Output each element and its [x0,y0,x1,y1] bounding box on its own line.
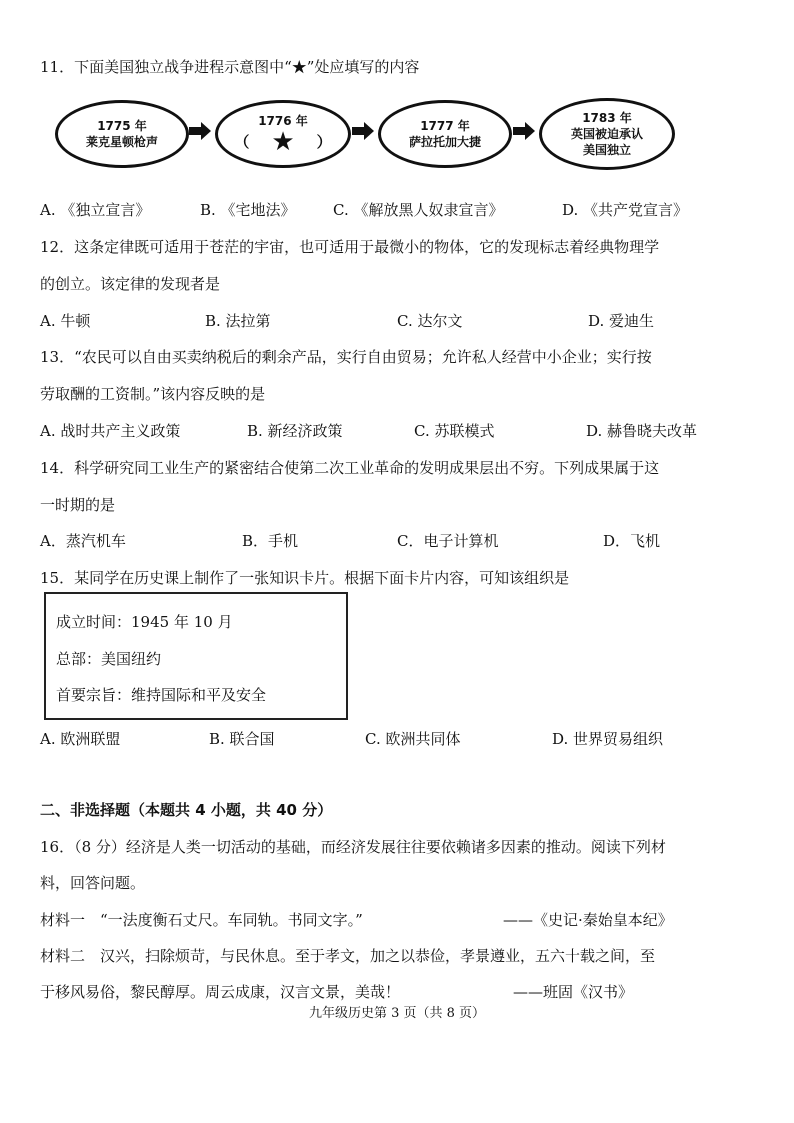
flow-event: 莱克星顿枪声 [85,135,158,149]
card-headquarters: 总部：美国纽约 [56,650,162,668]
card-founded: 成立时间：1945 年 10 月 [56,613,233,631]
q11-option-a: A. 《独立宣言》 [40,201,151,219]
q12-option-a: A. 牛顿 [40,312,91,330]
q12-option-c: C. 达尔文 [397,312,463,330]
star-icon: ★ [271,127,295,157]
flow-node-1783 [539,98,675,170]
q15-option-a: A. 欧洲联盟 [40,730,121,748]
flow-year: 1776 年 [258,114,308,128]
material-2-source: ——班固《汉书》 [513,983,634,1001]
flow-event: 萨拉托加大捷 [408,135,481,149]
q15-option-c: C. 欧洲共同体 [365,730,461,748]
q16-stem: 16．（8 分）经济是人类一切活动的基础，而经济发展往往要依赖诸多因素的推动。阅读下列材 [40,838,666,856]
q13-option-c: C. 苏联模式 [414,422,495,440]
q14-stem: 14．科学研究同工业生产的紧密结合使第二次工业革命的发明成果层出不穷。下列成果属于这 [40,459,660,477]
q12-stem-cont: 的创立。该定律的发现者是 [40,275,221,293]
material-1-source: ——《史记·秦始皇本纪》 [503,911,673,929]
q13-stem-cont: 劳取酬的工资制。”该内容反映的是 [40,385,266,403]
q16-stem-cont: 料，回答问题。 [40,874,146,892]
q15-stem: 15．某同学在历史课上制作了一张知识卡片。根据下面卡片内容，可知该组织是 [40,569,570,587]
q11-option-c: C. 《解放黑人奴隶宣言》 [333,201,504,219]
q13-option-a: A. 战时共产主义政策 [40,422,181,440]
q14-stem-cont: 一时期的是 [40,496,116,514]
page-footer: 九年级历史第 3 页（共 8 页） [308,1006,486,1021]
q15-option-b: B. 联合国 [209,730,275,748]
flow-year: 1783 年 [582,111,632,125]
flow-node-1777 [378,100,512,168]
flow-diagram [55,100,745,172]
bracket-left: （ [234,133,250,151]
q11-option-d: D. 《共产党宣言》 [562,201,689,219]
q12-option-b: B. 法拉第 [205,312,271,330]
q14-option-b: B．手机 [242,532,299,550]
arrow-right-icon [189,122,211,140]
q14-option-d: D．飞机 [603,532,661,550]
arrow-right-icon [513,122,535,140]
flow-event: 美国独立 [582,143,631,157]
flow-node-1776 [215,100,351,168]
material-2: 材料二 汉兴，扫除烦苛，与民休息。至于孝文，加之以恭俭，孝景遵业，五六十载之间，至 [40,947,656,965]
q12-option-d: D. 爱迪生 [588,312,655,330]
q12-stem: 12．这条定律既可适用于苍茫的宇宙，也可适用于最微小的物体，它的发现标志着经典物理学 [40,238,660,256]
flow-year: 1775 年 [97,119,147,133]
q14-option-a: A．蒸汽机车 [40,532,126,550]
q11-stem: 11．下面美国独立战争进程示意图中“★”处应填写的内容 [40,58,420,76]
q13-option-d: D. 赫鲁晓夫改革 [586,422,698,440]
q13-option-b: B. 新经济政策 [247,422,343,440]
arrow-right-icon [352,122,374,140]
material-1: 材料一 “一法度衡石丈尺。车同轨。书同文字。” [40,911,363,929]
q14-option-c: C．电子计算机 [397,532,499,550]
q15-option-d: D. 世界贸易组织 [552,730,664,748]
material-2-cont: 于移风易俗，黎民醇厚。周云成康，汉言文景，美哉！ [40,983,401,1001]
q13-stem: 13．“农民可以自由买卖纳税后的剩余产品，实行自由贸易；允许私人经营中小企业；实行按 [40,348,652,366]
flow-event: 英国被迫承认 [570,127,643,141]
knowledge-card [44,592,348,720]
bracket-right: ） [316,133,332,151]
q11-option-b: B. 《宅地法》 [200,201,296,219]
card-purpose: 首要宗旨：维持国际和平及安全 [56,686,267,704]
section-heading: 二、非选择题（本题共 4 小题，共 40 分） [40,801,333,819]
flow-year: 1777 年 [420,119,470,133]
flow-node-1775 [55,100,189,168]
